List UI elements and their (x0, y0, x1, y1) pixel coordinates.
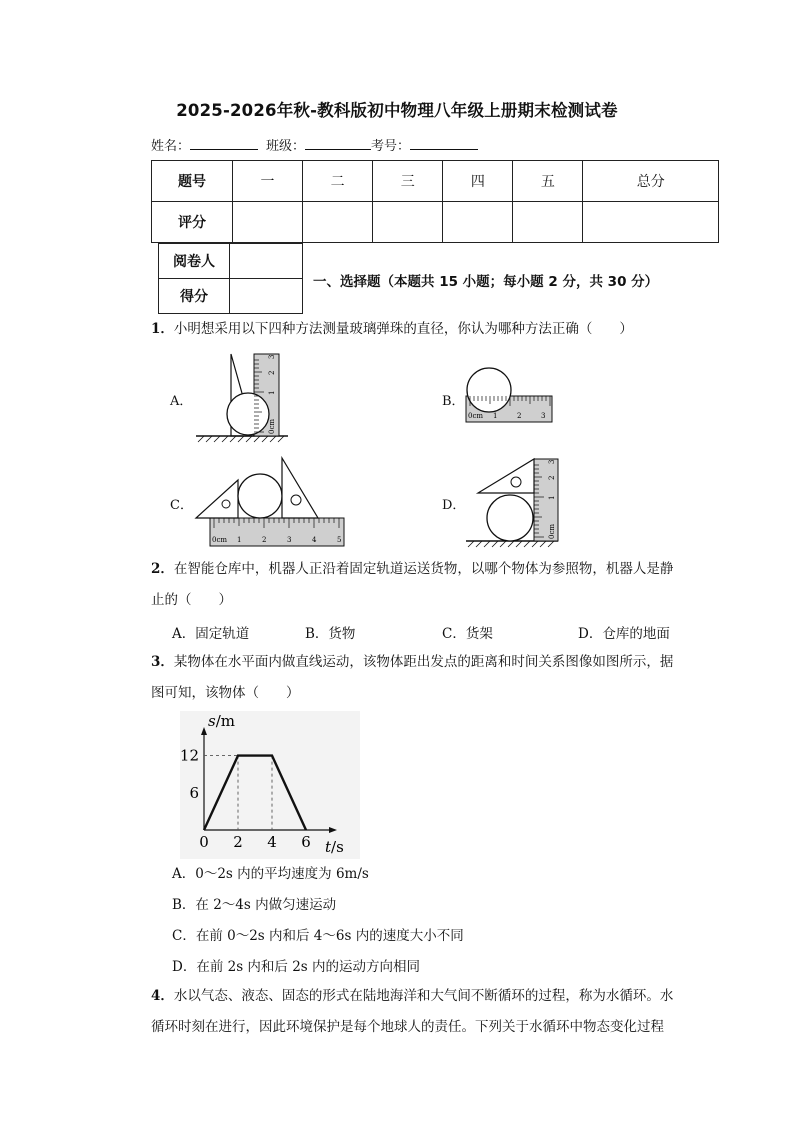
option-label-d: D． (442, 498, 466, 513)
exam-no-field[interactable] (410, 136, 478, 150)
ruler-tick-label: 5 (337, 536, 342, 544)
ground-hatch (198, 436, 284, 442)
x-tick-label: 0 (199, 833, 209, 851)
ruler-tick-label: 1 (548, 495, 556, 500)
score-input-cell[interactable] (443, 202, 513, 243)
grader-score-label: 得分 (159, 279, 230, 314)
score-cell: 四 (443, 161, 513, 202)
ruler-tick-label: 3 (268, 354, 276, 359)
q3-option-b[interactable]: B．在 2～4s 内做匀速运动 (172, 897, 337, 913)
question-text: 小明想采用以下四种方法测量玻璃弹珠的直径，你认为哪种方法正确（ ） (173, 321, 633, 337)
q2-option-c[interactable]: C．货架 (442, 626, 493, 642)
question-text-cont: 循环时刻在进行，因此环境保护是每个地球人的责任。下列关于水循环中物态变化过程 (151, 1019, 664, 1035)
ruler-unit: 0cm (548, 523, 556, 539)
class-label: 班级： (266, 139, 306, 154)
set-square (478, 459, 534, 493)
score-cell: 二 (303, 161, 373, 202)
ruler-unit: 0cm (212, 536, 228, 544)
score-cell: 三 (373, 161, 443, 202)
ruler-tick-label: 3 (287, 536, 292, 544)
ruler-tick-label: 3 (548, 459, 556, 464)
option-label-a: A． (170, 394, 193, 409)
exam-no-label: 考号： (371, 139, 411, 154)
q3-option-c[interactable]: C．在前 0～2s 内和后 4～6s 内的速度大小不同 (172, 928, 464, 944)
question-text: 水以气态、液态、固态的形式在陆地海洋和大气间不断循环的过程，称为水循环。水 (173, 988, 674, 1004)
question-3 (151, 647, 721, 709)
q2-option-a[interactable]: A．固定轨道 (172, 626, 250, 642)
score-input-cell[interactable] (583, 202, 719, 243)
marble (487, 495, 533, 541)
question-2 (151, 554, 721, 616)
question-text: 在智能仓库中，机器人正沿着固定轨道运送货物，以哪个物体为参照物，机器人是静 (173, 561, 674, 577)
question-number: 3． (151, 654, 174, 670)
figure-b (462, 366, 558, 426)
score-input-cell[interactable] (513, 202, 583, 243)
x-tick-label: 4 (267, 833, 277, 851)
set-square-hole (511, 477, 521, 487)
question-4 (151, 981, 721, 1043)
q2-option-b[interactable]: B．货物 (305, 626, 356, 642)
question-number: 1． (151, 321, 174, 337)
score-table-header-row (152, 161, 719, 202)
question-text-cont: 止的（ ） (151, 592, 232, 608)
grader-score-input-cell[interactable] (230, 279, 303, 314)
ground-hatch (468, 541, 554, 547)
section-heading: 一、选择题（本题共 15 小题；每小题 2 分，共 30 分） (313, 274, 659, 290)
score-row-label: 评分 (152, 202, 233, 243)
class-field[interactable] (305, 136, 371, 150)
name-field[interactable] (190, 136, 258, 150)
x-tick-label: 6 (301, 833, 311, 851)
question-1 (151, 314, 721, 345)
y-tick-label: 12 (180, 746, 199, 765)
grader-input-cell[interactable] (230, 244, 303, 279)
score-cell: 总分 (583, 161, 719, 202)
q2-option-d[interactable]: D．仓库的地面 (578, 626, 670, 642)
score-cell: 五 (513, 161, 583, 202)
grader-table (158, 243, 303, 314)
left-set-square (196, 480, 238, 518)
ruler-tick-label: 2 (268, 370, 276, 375)
question-number: 4． (151, 988, 174, 1004)
marble (467, 368, 511, 412)
score-input-cell[interactable] (233, 202, 303, 243)
marble (227, 393, 269, 435)
option-label-b: B． (442, 394, 465, 409)
name-label: 姓名： (151, 139, 191, 154)
ruler-tick-label: 2 (517, 412, 522, 420)
s-t-graph (180, 711, 360, 859)
student-info (151, 135, 478, 154)
q3-option-a[interactable]: A．0～2s 内的平均速度为 6m/s (172, 866, 369, 882)
score-table-score-row (152, 202, 719, 243)
score-cell: 一 (233, 161, 303, 202)
right-set-square (282, 458, 318, 518)
question-text: 某物体在水平面内做直线运动，该物体距出发点的距离和时间关系图像如图所示，据 (173, 654, 674, 670)
ruler-tick-label: 4 (312, 536, 317, 544)
x-tick-label: 2 (233, 833, 243, 851)
ruler-tick-label: 3 (541, 412, 546, 420)
ruler-unit: 0cm (268, 418, 276, 434)
figure-d (464, 455, 560, 549)
ruler-tick-label: 1 (493, 412, 498, 420)
score-input-cell[interactable] (373, 202, 443, 243)
page-title: 2025-2026年秋-教科版初中物理八年级上册期末检测试卷 (176, 101, 618, 120)
ruler-tick-label: 1 (237, 536, 242, 544)
option-label-c: C． (170, 498, 193, 513)
marble (238, 474, 282, 518)
q3-option-d[interactable]: D．在前 2s 内和后 2s 内的运动方向相同 (172, 959, 421, 975)
figure-c (194, 454, 350, 548)
score-cell: 题号 (152, 161, 233, 202)
score-table (151, 160, 719, 243)
grader-label: 阅卷人 (159, 244, 230, 279)
ruler-tick-label: 2 (548, 475, 556, 480)
figure-a (194, 352, 290, 444)
y-tick-label: 6 (189, 783, 199, 802)
set-square-hole (291, 495, 301, 505)
score-input-cell[interactable] (303, 202, 373, 243)
question-number: 2． (151, 561, 174, 577)
x-axis-label: t/s (325, 838, 344, 856)
set-square-hole (222, 500, 230, 508)
ruler-unit: 0cm (468, 412, 484, 420)
ruler-tick-label: 1 (268, 390, 276, 395)
question-text-cont: 图可知，该物体（ ） (151, 685, 300, 701)
ruler-tick-label: 2 (262, 536, 267, 544)
y-axis-label: s/m (208, 712, 235, 730)
